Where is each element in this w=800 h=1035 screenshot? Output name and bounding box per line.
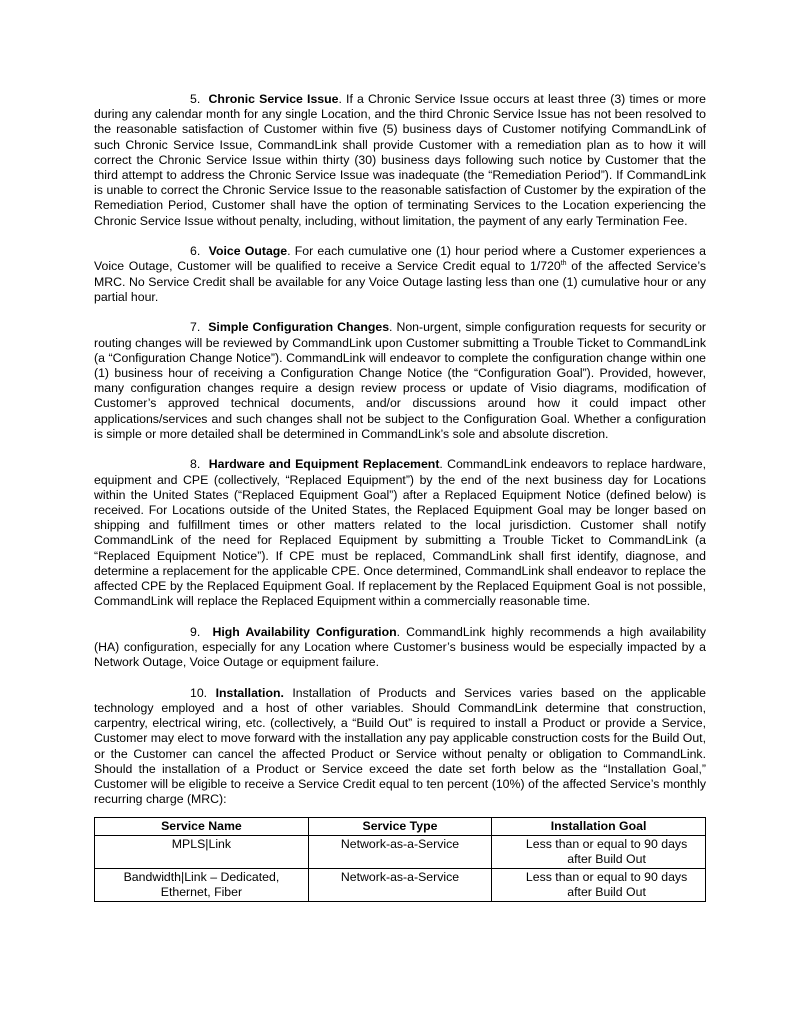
table-row (95, 869, 706, 902)
section-heading: Installation. (215, 685, 284, 700)
cell-service-type: Network-as-a-Service (308, 869, 491, 902)
cell-service-name: MPLS|Link (95, 836, 309, 869)
section-number: 9. (190, 624, 201, 639)
installation-goal-table (94, 817, 706, 902)
cell-installation-goal: Less than or equal to 90 days after Build Out (492, 869, 706, 902)
document-page (94, 92, 706, 902)
section-number: 8. (190, 457, 201, 472)
cell-installation-goal: Less than or equal to 90 days after Build Out (492, 836, 706, 869)
section-body: . CommandLink endeavors to replace hardware, equipment and CPE (collectively, “Replaced Equipment”) by the end of the next business day for Locations within the United States (“Replaced Equipment Goal”) after a Replaced Equipment Notice (defined below) is received. For Locations outside of the United States, the Replaced Equipment Goal may be longer based on shipping and fulfillment times or other matters related to the local jurisdiction. Customer shall notify CommandLink of the need for Replaced Equipment by submitting a Trouble Ticket to CommandLink (a “Replaced Equipment Notice”). If CPE must be replaced, CommandLink shall first identify, diagnose, and determine a replacement for the applicable CPE. Once determined, CommandLink shall endeavor to replace the affected CPE by the Replaced Equipment Goal. If replacement by the Replaced Equipment Goal is not possible, CommandLink will replace the Replaced Equipment within a commercially reasonable time. (94, 457, 706, 609)
section-number: 5. (190, 92, 201, 106)
cell-service-name: Bandwidth|Link – Dedicated, Ethernet, Fiber (95, 869, 309, 902)
section-number: 10. (190, 685, 208, 700)
section-heading: Chronic Service Issue (208, 92, 339, 106)
section-number: 7. (190, 320, 201, 335)
column-header-service-type: Service Type (308, 818, 491, 836)
section-6 (94, 244, 706, 305)
section-7 (94, 320, 706, 442)
section-body: . If a Chronic Service Issue occurs at least three (3) times or more during any calendar month for any single Location, and the third Chronic Service Issue has not been resolved to the reasonable satisfaction of Customer within five (5) business days of Customer notifying CommandLink of such Chronic Service Issue, CommandLink shall provide Customer with a remediation plan as to how it will correct the Chronic Service Issue within thirty (30) business days following such notice by Customer that the third attempt to address the Chronic Service Issue was inadequate (the “Remediation Period”). If CommandLink is unable to correct the Chronic Service Issue to the reasonable satisfaction of Customer by the expiration of the Remediation Period, Customer shall have the option of terminating Services to the Location experiencing the Chronic Service Issue without penalty, including, without limitation, the payment of any early Termination Fee. (94, 92, 706, 228)
section-9 (94, 625, 706, 671)
superscript: th (560, 260, 567, 268)
section-body: . For each cumulative one (1) hour period where a Customer experiences a Voice Outage, Customer will be qualified to receive a Service Credit equal to 1/720 (94, 244, 706, 274)
section-heading: Voice Outage (208, 244, 288, 259)
section-heading: High Availability Configuration (212, 624, 397, 639)
section-5 (94, 92, 706, 229)
section-body-cont: of the affected Service’s MRC. No Service Credit shall be available for any Voice Outage lasting less than one (1) cumulative hour or any partial hour. (94, 259, 706, 304)
column-header-service-name: Service Name (95, 818, 309, 836)
section-number: 6. (190, 244, 201, 259)
section-body: . CommandLink highly recommends a high availability (HA) configuration, especially for any Location where Customer’s business would be especially impacted by a Network Outage, Voice Outage or equipment failure. (94, 624, 707, 670)
cell-service-type: Network-as-a-Service (308, 836, 491, 869)
section-body: . Non-urgent, simple configuration requests for security or routing changes will be reviewed by CommandLink upon Customer submitting a Trouble Ticket to CommandLink (a “Configuration Change Notice”). CommandLink will endeavor to complete the configuration change within one (1) business hour of receiving a Configuration Change Notice (the “Configuration Goal”). Provided, however, many configuration changes require a design review process or update of Visio diagrams, modification of Customer’s approved technical documents, and/or discussions around how it could impact other applications/services and such changes shall not be subject to the Configuration Goal. Whether a configuration is simple or more detailed shall be determined in CommandLink’s sole and absolute discretion. (94, 320, 707, 441)
section-heading: Hardware and Equipment Replacement (208, 457, 440, 472)
column-header-installation-goal: Installation Goal (492, 818, 706, 836)
table-row (95, 836, 706, 869)
section-heading: Simple Configuration Changes (208, 320, 390, 335)
section-8 (94, 457, 706, 609)
section-10 (94, 686, 706, 808)
section-body: Installation of Products and Services varies based on the applicable technology employed and a host of other variables. Should CommandLink determine that construction, carpentry, electrical wiring, etc. (collectively, a “Build Out” is required to install a Product or provide a Service, Customer may elect to move forward with the installation any pay applicable construction costs for the Build Out, or the Customer can cancel the affected Product or Service without penalty or obligation to CommandLink. Should the installation of a Product or Service exceed the date set forth below as the “Installation Goal,” Customer will be eligible to receive a Service Credit equal to ten percent (10%) of the affected Service’s monthly recurring charge (MRC): (94, 685, 706, 807)
table-header-row (95, 818, 706, 836)
